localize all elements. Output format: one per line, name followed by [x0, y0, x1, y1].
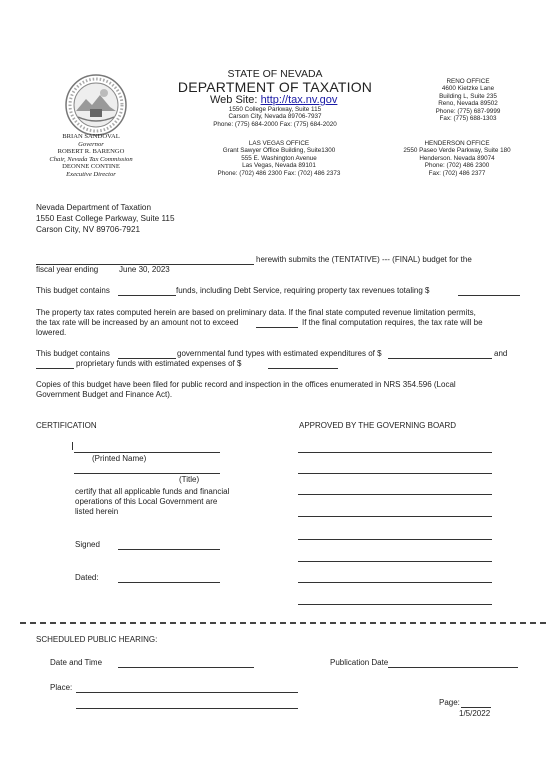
hearing-heading: SCHEDULED PUBLIC HEARING: — [36, 635, 158, 644]
address-line: Carson City, NV 89706-7921 — [36, 225, 141, 234]
tax-rate-increase-field[interactable] — [256, 327, 298, 328]
main-office-line: Phone: (775) 684-2000 Fax: (775) 684-2020 — [213, 120, 337, 128]
proprietary-fund-count-field[interactable] — [36, 368, 74, 369]
contains-govt-text: governmental fund types with estimated expenditures of $ — [177, 349, 382, 358]
tax-rate-line-2a: the tax rate will be increased by an amount not to exceed — [36, 318, 239, 327]
place-field-2[interactable] — [76, 708, 298, 709]
title-label: (Title) — [179, 475, 200, 484]
approved-heading: APPROVED BY THE GOVERNING BOARD — [299, 421, 457, 430]
main-office-address — [190, 106, 360, 128]
tax-rate-line-3: lowered. — [36, 328, 67, 337]
contains-funds-text: funds, including Debt Service, requiring property tax revenues totaling $ — [176, 286, 430, 295]
section-divider — [20, 622, 546, 624]
las-vegas-office-heading: LAS VEGAS OFFICE — [248, 140, 310, 147]
official-name: ROBERT R. BARENGO — [57, 148, 125, 155]
date-time-field[interactable] — [118, 667, 254, 668]
recipient-address — [36, 202, 286, 235]
las-vegas-office-line: Phone: (702) 486 2300 Fax: (702) 486 2373 — [217, 169, 341, 177]
copies-line-2: Government Budget and Finance Act). — [36, 390, 173, 399]
reno-office-heading: RENO OFFICE — [446, 78, 490, 85]
board-signature-field[interactable] — [298, 604, 492, 605]
text-cursor — [72, 442, 73, 450]
tax-rate-line-1: The property tax rates computed herein are based on preliminary data. If the final state computed revenue limitation permits, — [36, 308, 476, 317]
publication-date-field[interactable] — [388, 667, 518, 668]
state-seal-icon — [64, 73, 128, 137]
tax-rate-line-2b: If the final computation requires, the tax rate will be — [302, 318, 483, 327]
contains-govt-and: and — [494, 349, 508, 358]
copies-line-1: Copies of this budget have been filed for public record and inspection in the offices enumerated in NRS 354.596 (Local — [36, 380, 456, 389]
fiscal-year-label: fiscal year ending — [36, 265, 99, 274]
henderson-office — [378, 140, 536, 177]
reno-office-line: Building L, Suite 235 — [439, 92, 497, 100]
signed-field[interactable] — [118, 549, 220, 550]
certify-line: listed herein — [75, 507, 119, 516]
board-signature-field[interactable] — [298, 582, 492, 583]
publication-date-label: Publication Date — [330, 658, 389, 667]
page-number-field[interactable] — [461, 707, 491, 708]
website-line — [210, 94, 410, 106]
henderson-office-line: 2550 Paseo Verde Parkway, Suite 180 — [403, 147, 511, 155]
address-line: 1550 East College Parkway, Suite 115 — [36, 214, 175, 223]
address-line: Nevada Department of Taxation — [36, 203, 151, 212]
website-label: Web Site: — [210, 94, 258, 106]
board-signature-field[interactable] — [298, 516, 492, 517]
board-signature-field[interactable] — [298, 452, 492, 453]
title-field[interactable] — [74, 473, 220, 474]
las-vegas-office-line: 555 E. Washington Avenue — [241, 154, 317, 162]
printed-name-field[interactable] — [74, 452, 220, 453]
place-field[interactable] — [76, 692, 298, 693]
footer-date: 1/5/2022 — [459, 709, 491, 718]
official-name: DEONNE CONTINE — [62, 163, 120, 170]
official-name: BRIAN SANDOVAL — [62, 133, 120, 140]
proprietary-expenses-field[interactable] — [268, 368, 338, 369]
reno-office-line: Fax: (775) 688-1303 — [439, 115, 497, 123]
reno-office-line: Phone: (775) 687-9999 — [435, 107, 501, 115]
fund-count-field[interactable] — [118, 295, 176, 296]
board-signature-field[interactable] — [298, 473, 492, 474]
reno-office-line: Reno, Nevada 89502 — [438, 100, 498, 108]
officials-list — [36, 133, 146, 178]
certify-line: certify that all applicable funds and financial — [75, 487, 230, 496]
state-title: STATE OF NEVADA — [227, 68, 323, 80]
page-label: Page: — [439, 698, 460, 707]
website-link[interactable]: http://tax.nv.gov — [260, 94, 338, 106]
certification-heading: CERTIFICATION — [36, 421, 97, 430]
certify-statement — [75, 487, 245, 517]
las-vegas-office — [198, 140, 360, 177]
main-office-line: Carson City, Nevada 89706-7937 — [228, 113, 322, 121]
las-vegas-office-line: Grant Sawyer Office Building, Suite1300 — [222, 147, 336, 155]
official-title: Executive Director — [66, 170, 116, 178]
henderson-office-line: Fax: (702) 486 2377 — [428, 169, 486, 177]
official-title: Chair, Nevada Tax Commission — [49, 155, 133, 163]
board-signature-field[interactable] — [298, 561, 492, 562]
henderson-office-heading: HENDERSON OFFICE — [424, 140, 490, 147]
las-vegas-office-line: Las Vegas, Nevada 89101 — [242, 162, 316, 170]
proprietary-text: proprietary funds with estimated expenses of $ — [76, 359, 242, 368]
dated-label: Dated: — [75, 573, 99, 582]
printed-name-label: (Printed Name) — [92, 454, 147, 463]
dated-field[interactable] — [118, 582, 220, 583]
board-signature-field[interactable] — [298, 539, 492, 540]
contains-funds-label: This budget contains — [36, 286, 110, 295]
reno-office — [408, 78, 528, 122]
signed-label: Signed — [75, 540, 100, 549]
reno-office-line: 4600 Kietzke Lane — [441, 85, 495, 93]
henderson-office-line: Henderson. Nevada 89074 — [419, 154, 495, 162]
official-title: Governor — [78, 140, 104, 148]
date-time-label: Date and Time — [50, 658, 103, 667]
place-label: Place: — [50, 683, 73, 692]
main-office-line: 1550 College Parkway, Suite 115 — [228, 106, 322, 113]
submits-text: herewith submits the (TENTATIVE) --- (FINAL) budget for the — [256, 255, 472, 264]
govt-expenditures-field[interactable] — [388, 358, 492, 359]
property-tax-total-field[interactable] — [458, 295, 520, 296]
fiscal-year-date: June 30, 2023 — [119, 265, 170, 274]
department-title: DEPARTMENT OF TAXATION — [177, 79, 373, 95]
certify-line: operations of this Local Government are — [75, 497, 218, 506]
board-signature-field[interactable] — [298, 494, 492, 495]
henderson-office-line: Phone: (702) 486 2300 — [424, 162, 490, 170]
contains-govt-label: This budget contains — [36, 349, 110, 358]
